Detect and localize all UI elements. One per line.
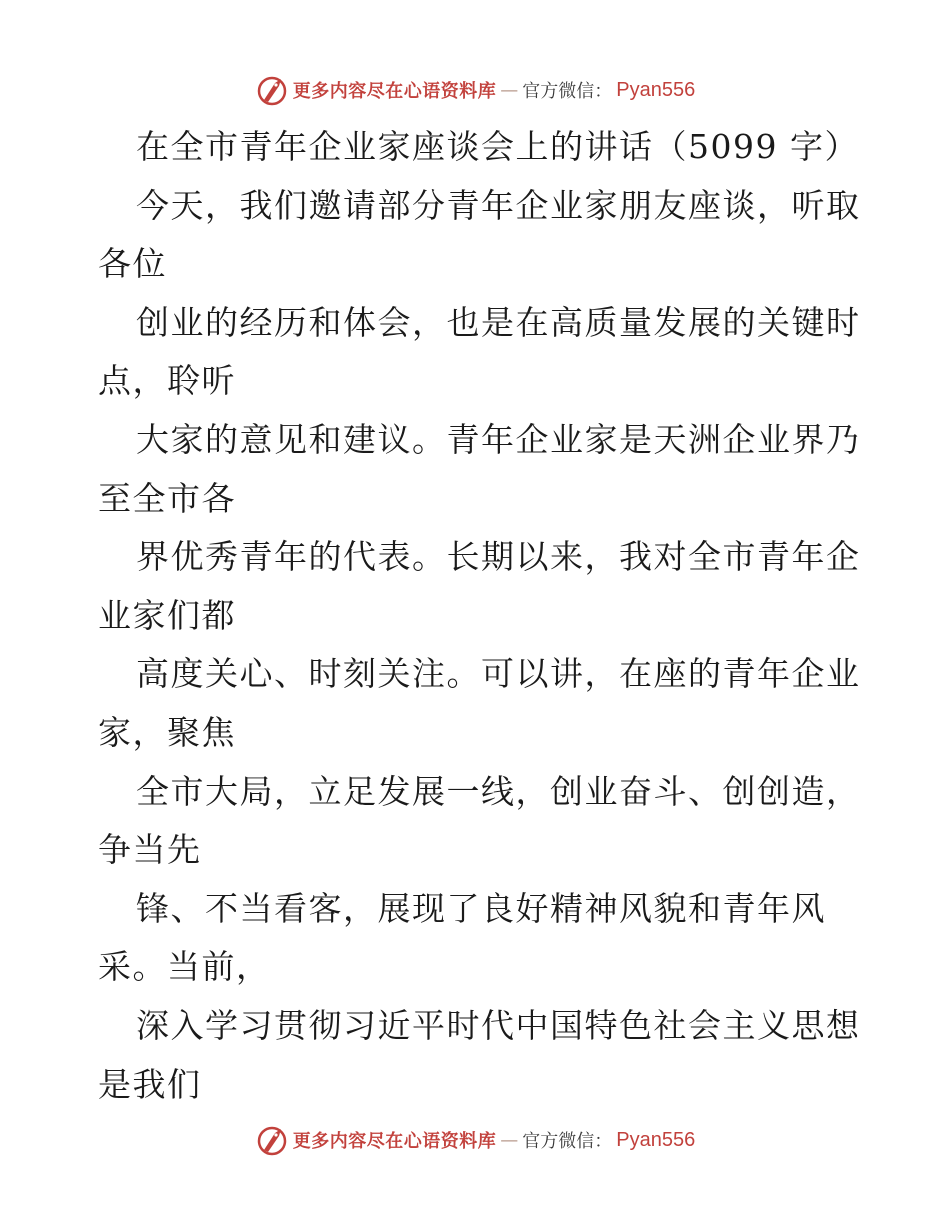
header-wechat-label: 官方微信： bbox=[522, 81, 613, 102]
text-line: 创业的经历和体会，也是在高质量发展的关键时 bbox=[136, 302, 861, 342]
text-line: 点，聆听 bbox=[98, 361, 236, 401]
text-line: 各位 bbox=[98, 244, 167, 284]
footer-wechat-id: Pyan556 bbox=[616, 1128, 696, 1151]
text-line: 今天，我们邀请部分青年企业家朋友座谈，听取 bbox=[136, 185, 861, 225]
text-line: 大家的意见和建议。青年企业家是天洲企业界乃 bbox=[136, 419, 861, 459]
text-line: 界优秀青年的代表。长期以来，我对全市青年企 bbox=[136, 537, 861, 577]
document-body bbox=[98, 118, 861, 1114]
pen-nib-logo-icon bbox=[255, 1123, 289, 1157]
footer-watermark bbox=[255, 1123, 695, 1157]
header-separator: — bbox=[500, 79, 519, 101]
text-line: 采。当前， bbox=[98, 947, 271, 987]
header-site-text: 更多内容尽在心语资料库 bbox=[292, 81, 497, 102]
text-line: 锋、不当看客，展现了良好精神风貌和青年风 bbox=[136, 888, 826, 928]
text-line: 争当先 bbox=[98, 830, 202, 870]
page-header-banner bbox=[0, 70, 950, 110]
text-line: 是我们 bbox=[98, 1064, 202, 1104]
footer-wechat-label: 官方微信： bbox=[522, 1131, 613, 1152]
document-title-line: 在全市青年企业家座谈会上的讲话（5099 字） bbox=[136, 127, 859, 166]
text-line: 全市大局，立足发展一线，创业奋斗、创创造， bbox=[136, 771, 861, 811]
pen-nib-logo-icon bbox=[255, 73, 289, 107]
footer-site-text: 更多内容尽在心语资料库 bbox=[292, 1131, 497, 1152]
page-footer-banner bbox=[0, 1120, 950, 1160]
text-line: 至全市各 bbox=[98, 478, 236, 518]
header-wechat-id: Pyan556 bbox=[616, 78, 696, 101]
text-line: 深入学习贯彻习近平时代中国特色社会主义思想 bbox=[136, 1005, 861, 1045]
text-line: 高度关心、时刻关注。可以讲，在座的青年企业 bbox=[136, 654, 861, 694]
header-watermark bbox=[255, 73, 695, 107]
text-line: 业家们都 bbox=[98, 595, 236, 635]
text-line: 家，聚焦 bbox=[98, 712, 236, 752]
footer-separator: — bbox=[500, 1129, 519, 1151]
